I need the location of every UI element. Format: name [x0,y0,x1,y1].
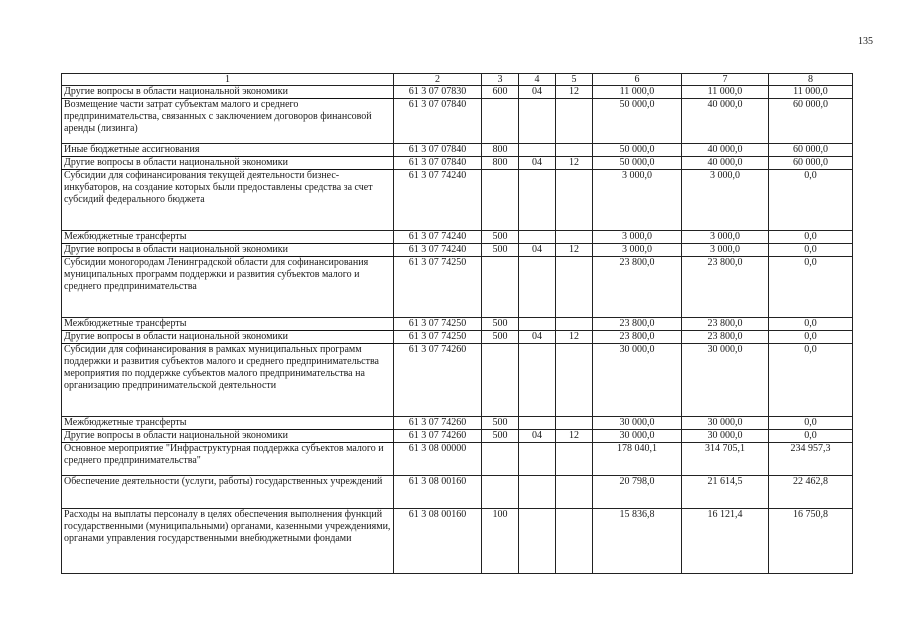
item-name: Расходы на выплаты персоналу в целях обеспечения выполнения функций государственными (муниципальными) органами, казенными учреждениями, органами управления государственными внебюджетными фондами [62,509,394,574]
item-value-2: 3 000,0 [682,170,769,231]
item-vr: 100 [482,509,519,574]
item-value-3: 60 000,0 [769,99,853,144]
table-row [62,86,853,99]
item-rz: 04 [519,244,556,257]
item-vr [482,443,519,476]
item-value-2: 314 705,1 [682,443,769,476]
item-code: 61 3 07 74240 [394,244,482,257]
item-value-1: 30 000,0 [593,430,682,443]
table-row [62,144,853,157]
item-value-2: 30 000,0 [682,417,769,430]
item-value-1: 23 800,0 [593,331,682,344]
item-vr [482,170,519,231]
item-value-1: 50 000,0 [593,99,682,144]
item-name: Другие вопросы в области национальной экономики [62,331,394,344]
item-pr [556,476,593,509]
item-value-2: 3 000,0 [682,244,769,257]
item-value-3: 0,0 [769,417,853,430]
table-row [62,99,853,144]
page-number: 135 [858,36,873,47]
item-value-3: 0,0 [769,331,853,344]
table-row [62,476,853,509]
item-name: Межбюджетные трансферты [62,231,394,244]
item-rz: 04 [519,331,556,344]
item-value-3: 0,0 [769,170,853,231]
item-pr [556,443,593,476]
header-cell: 1 [62,74,394,86]
item-value-2: 40 000,0 [682,157,769,170]
item-pr [556,99,593,144]
item-name: Другие вопросы в области национальной экономики [62,430,394,443]
table-row [62,318,853,331]
item-value-3: 22 462,8 [769,476,853,509]
item-rz: 04 [519,86,556,99]
item-code: 61 3 08 00160 [394,476,482,509]
item-pr: 12 [556,157,593,170]
header-cell: 8 [769,74,853,86]
item-value-3: 234 957,3 [769,443,853,476]
item-value-3: 0,0 [769,318,853,331]
table-row [62,430,853,443]
item-rz [519,257,556,318]
item-value-3: 60 000,0 [769,144,853,157]
item-pr: 12 [556,430,593,443]
item-pr [556,144,593,157]
item-rz [519,443,556,476]
item-vr: 500 [482,430,519,443]
table-row [62,331,853,344]
item-name: Другие вопросы в области национальной экономики [62,157,394,170]
item-rz [519,318,556,331]
item-code: 61 3 08 00160 [394,509,482,574]
table-row [62,157,853,170]
header-row [62,74,853,86]
header-cell: 4 [519,74,556,86]
item-code: 61 3 07 07830 [394,86,482,99]
item-value-2: 16 121,4 [682,509,769,574]
item-value-1: 30 000,0 [593,344,682,417]
table-row [62,244,853,257]
item-code: 61 3 07 74260 [394,344,482,417]
item-value-2: 30 000,0 [682,344,769,417]
item-vr: 500 [482,417,519,430]
item-rz [519,509,556,574]
item-name: Субсидии для софинансирования в рамках муниципальных программ поддержки и развития субъектов малого и среднего предпринимательства мероприятия по поддержке субъектов малого предпринимательства на организацию предпринимательской деятельности [62,344,394,417]
item-pr [556,344,593,417]
item-value-3: 11 000,0 [769,86,853,99]
item-value-1: 30 000,0 [593,417,682,430]
item-name: Межбюджетные трансферты [62,417,394,430]
item-rz [519,170,556,231]
table-row [62,170,853,231]
item-value-1: 15 836,8 [593,509,682,574]
item-code: 61 3 07 74250 [394,331,482,344]
item-value-1: 3 000,0 [593,231,682,244]
item-value-2: 23 800,0 [682,257,769,318]
item-value-1: 11 000,0 [593,86,682,99]
item-value-2: 21 614,5 [682,476,769,509]
item-value-2: 40 000,0 [682,99,769,144]
item-code: 61 3 07 74260 [394,417,482,430]
item-vr: 500 [482,231,519,244]
item-vr: 500 [482,331,519,344]
item-name: Обеспечение деятельности (услуги, работы) государственных учреждений [62,476,394,509]
item-code: 61 3 07 07840 [394,99,482,144]
item-name: Возмещение части затрат субъектам малого и среднего предпринимательства, связанных с заключением договоров финансовой аренды (лизинга) [62,99,394,144]
item-pr [556,509,593,574]
item-value-2: 30 000,0 [682,430,769,443]
item-value-1: 23 800,0 [593,257,682,318]
header-cell: 7 [682,74,769,86]
item-value-3: 60 000,0 [769,157,853,170]
header-cell: 3 [482,74,519,86]
item-name: Основное мероприятие "Инфраструктурная поддержка субъектов малого и среднего предпринимательства" [62,443,394,476]
item-pr [556,417,593,430]
item-code: 61 3 07 74250 [394,318,482,331]
item-vr [482,99,519,144]
table-row [62,443,853,476]
item-code: 61 3 08 00000 [394,443,482,476]
item-value-3: 0,0 [769,344,853,417]
item-name: Другие вопросы в области национальной экономики [62,86,394,99]
item-rz [519,231,556,244]
item-vr: 800 [482,144,519,157]
item-code: 61 3 07 74240 [394,231,482,244]
item-value-2: 11 000,0 [682,86,769,99]
item-value-2: 23 800,0 [682,331,769,344]
item-rz: 04 [519,430,556,443]
item-rz [519,99,556,144]
item-value-2: 23 800,0 [682,318,769,331]
item-vr [482,344,519,417]
item-vr: 600 [482,86,519,99]
table-row [62,257,853,318]
item-rz: 04 [519,157,556,170]
item-value-3: 16 750,8 [769,509,853,574]
header-cell: 2 [394,74,482,86]
table-row [62,231,853,244]
item-code: 61 3 07 07840 [394,144,482,157]
table-row [62,509,853,574]
item-value-3: 0,0 [769,244,853,257]
item-value-1: 20 798,0 [593,476,682,509]
item-vr: 800 [482,157,519,170]
item-vr [482,476,519,509]
header-cell: 5 [556,74,593,86]
header-cell: 6 [593,74,682,86]
table-row [62,417,853,430]
item-value-2: 40 000,0 [682,144,769,157]
table-row [62,344,853,417]
item-vr: 500 [482,244,519,257]
item-pr [556,231,593,244]
item-value-1: 3 000,0 [593,170,682,231]
item-name: Другие вопросы в области национальной экономики [62,244,394,257]
item-value-3: 0,0 [769,257,853,318]
item-rz [519,144,556,157]
item-name: Субсидии моногородам Ленинградской области для софинансирования муниципальных программ поддержки и развития субъектов малого и среднего предпринимательства [62,257,394,318]
item-name: Межбюджетные трансферты [62,318,394,331]
item-code: 61 3 07 74240 [394,170,482,231]
item-value-1: 50 000,0 [593,157,682,170]
item-vr [482,257,519,318]
item-name: Субсидии для софинансирования текущей деятельности бизнес-инкубаторов, на создание которых были предоставлены средства за счет субсидий федерального бюджета [62,170,394,231]
item-code: 61 3 07 07840 [394,157,482,170]
item-rz [519,417,556,430]
item-value-1: 3 000,0 [593,244,682,257]
item-code: 61 3 07 74250 [394,257,482,318]
item-value-2: 3 000,0 [682,231,769,244]
budget-table [61,73,853,574]
item-value-1: 50 000,0 [593,144,682,157]
item-name: Иные бюджетные ассигнования [62,144,394,157]
item-pr: 12 [556,244,593,257]
item-pr [556,318,593,331]
item-value-1: 178 040,1 [593,443,682,476]
item-value-3: 0,0 [769,231,853,244]
item-pr [556,170,593,231]
item-value-3: 0,0 [769,430,853,443]
item-code: 61 3 07 74260 [394,430,482,443]
item-value-1: 23 800,0 [593,318,682,331]
item-rz [519,476,556,509]
item-pr [556,257,593,318]
item-vr: 500 [482,318,519,331]
item-rz [519,344,556,417]
item-pr: 12 [556,331,593,344]
item-pr: 12 [556,86,593,99]
